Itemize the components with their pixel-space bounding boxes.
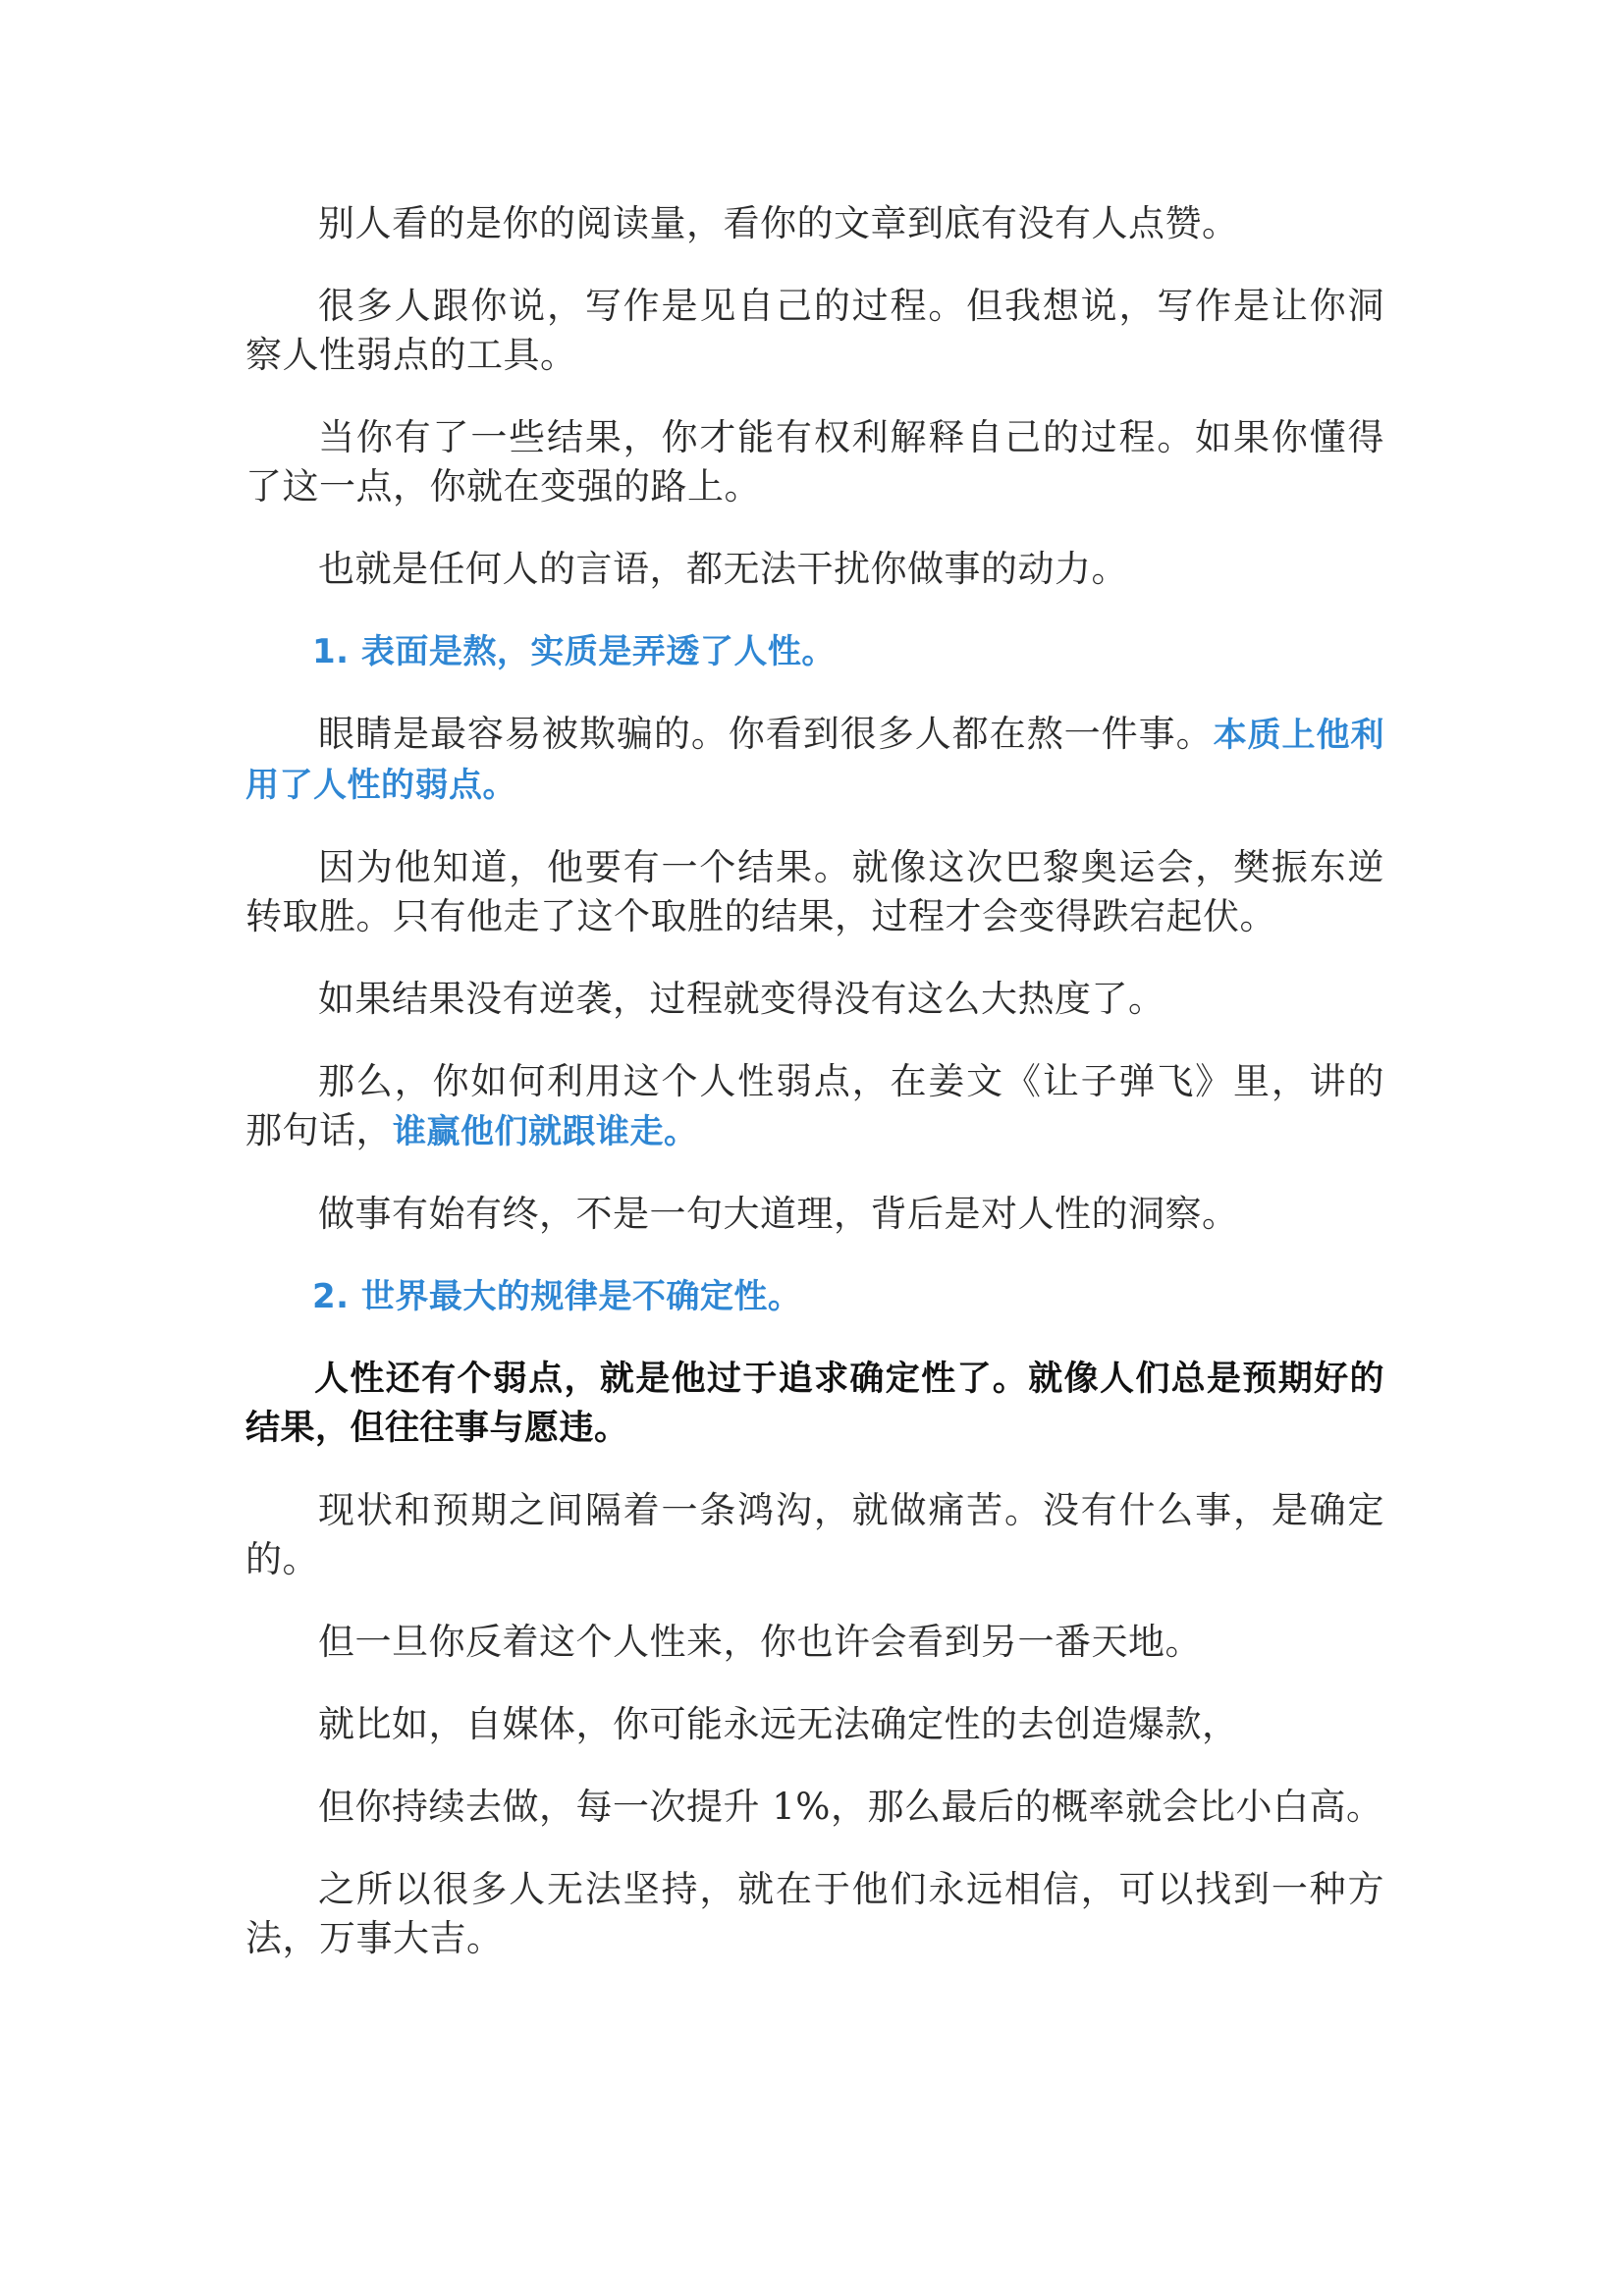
paragraph-text: 之所以很多人无法坚持，就在于他们永远相信，可以找到一种方法，万事大吉。	[245, 1868, 1384, 1959]
paragraph	[245, 975, 1384, 1024]
paragraph	[245, 710, 1384, 810]
bold-paragraph	[245, 1355, 1384, 1453]
paragraph-text: 因为他知道，他要有一个结果。就像这次巴黎奥运会，樊振东逆转取胜。只有他走了这个取胜的结果，过程才会变得跌宕起伏。	[245, 846, 1384, 937]
section-heading-text: 2. 世界最大的规律是不确定性。	[312, 1277, 802, 1316]
paragraph	[245, 1700, 1384, 1749]
paragraph	[245, 1057, 1384, 1156]
paragraph-text: 别人看的是你的阅读量，看你的文章到底有没有人点赞。	[318, 202, 1239, 244]
section-heading	[245, 627, 1384, 676]
paragraph	[245, 413, 1384, 511]
paragraph	[245, 1190, 1384, 1239]
paragraph	[245, 1618, 1384, 1667]
paragraph	[245, 545, 1384, 594]
section-heading-text: 1. 表面是熬，实质是弄透了人性。	[312, 632, 836, 671]
paragraph-text: 那么，你如何利用这个人性弱点，在姜文《让子弹飞》里，讲的那句话，	[245, 1060, 1384, 1151]
section-heading	[245, 1272, 1384, 1321]
document-body	[245, 199, 1384, 1997]
paragraph-text: 眼睛是最容易被欺骗的。你看到很多人都在熬一件事。	[318, 713, 1214, 755]
paragraph	[245, 1865, 1384, 1963]
paragraph-text: 做事有始有终，不是一句大道理，背后是对人性的洞察。	[318, 1193, 1239, 1235]
paragraph-text: 现状和预期之间隔着一条鸿沟，就做痛苦。没有什么事，是确定的。	[245, 1489, 1384, 1580]
bold-paragraph-text: 人性还有个弱点，就是他过于追求确定性了。就像人们总是预期好的结果，但往往事与愿违。	[245, 1360, 1384, 1448]
paragraph-text: 很多人跟你说，写作是见自己的过程。但我想说，写作是让你洞察人性弱点的工具。	[245, 285, 1384, 376]
paragraph-text: 就比如，自媒体，你可能永远无法确定性的去创造爆款，	[318, 1703, 1239, 1745]
paragraph-text: 如果结果没有逆袭，过程就变得没有这么大热度了。	[318, 978, 1165, 1020]
paragraph-text: 但你持续去做，每一次提升 1%，那么最后的概率就会比小白高。	[318, 1786, 1383, 1828]
paragraph-text: 但一旦你反着这个人性来，你也许会看到另一番天地。	[318, 1621, 1202, 1663]
highlighted-text: 本质上他利用了人性的弱点。	[245, 716, 1385, 805]
paragraph	[245, 282, 1384, 380]
paragraph	[245, 1783, 1384, 1832]
paragraph	[245, 843, 1384, 941]
paragraph	[245, 199, 1384, 248]
paragraph-text: 也就是任何人的言语，都无法干扰你做事的动力。	[318, 548, 1128, 590]
paragraph	[245, 1486, 1384, 1584]
highlighted-text: 谁赢他们就跟谁走。	[393, 1112, 698, 1151]
paragraph-text: 当你有了一些结果，你才能有权利解释自己的过程。如果你懂得了这一点，你就在变强的路上。	[245, 416, 1384, 507]
